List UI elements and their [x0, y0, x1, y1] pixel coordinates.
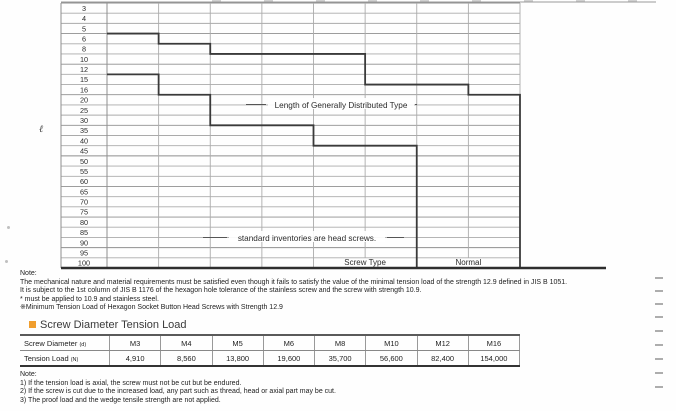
section-title: Screw Diameter Tension Load: [40, 318, 187, 331]
note-lines: [20, 380, 336, 406]
margin-dash-mark: [655, 386, 663, 388]
length-row-label: 5: [81, 24, 87, 34]
length-row-label: 55: [79, 167, 89, 176]
length-row-label: 10: [79, 54, 89, 64]
margin-dot-mark: [7, 226, 10, 229]
diameter-row-label: Screw Diameter (d): [20, 335, 110, 351]
note-lines: [20, 279, 567, 313]
length-row-label: 30: [79, 116, 89, 125]
load-value-cell: 13,800: [212, 351, 263, 367]
diameter-header-cell: M10: [366, 335, 417, 351]
length-row-label: 3: [81, 3, 87, 13]
tension-load-table: [20, 334, 520, 367]
load-value-cell: 35,700: [315, 351, 366, 367]
note-line: 3) The proof load and the wedge tensile strength are not applied.: [20, 396, 221, 404]
bottom-note-block: [20, 371, 336, 405]
chart-note-block: [20, 270, 567, 313]
diameter-header-cell: M5: [212, 335, 263, 351]
margin-dash-mark: [655, 372, 663, 374]
length-axis-label: ℓ: [39, 124, 44, 135]
note-line: * must be applied to 10.9 and stainless steel.: [20, 295, 159, 303]
length-row-label: 100: [77, 258, 91, 268]
length-row-label: 65: [79, 187, 89, 197]
diameter-header-cell: M8: [315, 335, 366, 351]
margin-dash-mark: [655, 358, 663, 360]
length-row-label: 16: [79, 85, 89, 95]
note-line: It is subject to the 1st column of JIS B 1176 of the hexagon hole tolerance of the stainless screw and the screw with strength 10.9.: [20, 287, 422, 295]
load-value-cell: 82,400: [417, 351, 468, 367]
note-line: The mechanical nature and material requirements must be satisfied even though it fails to satisfy the value of the minimal tension load of the strength 12.9 defined in JIS B 1051.: [20, 278, 568, 286]
margin-dot-mark: [5, 260, 8, 263]
margin-dash-mark: [655, 277, 663, 279]
load-value-cell: 8,560: [161, 351, 212, 367]
load-value-cell: 154,000: [468, 351, 519, 367]
length-row-label: 60: [79, 177, 89, 187]
load-value-cell: 56,600: [366, 351, 417, 367]
margin-dash-mark: [655, 316, 663, 318]
screw-type-value: Normal: [455, 258, 482, 267]
diameter-header-cell: M4: [161, 335, 212, 351]
margin-dash-mark: [655, 330, 663, 332]
length-row-label: 80: [79, 217, 89, 227]
note-line: ※Minimum Tension Load of Hexagon Socket Button Head Screws with Strength 12.9: [20, 304, 283, 312]
length-row-label: 40: [79, 136, 89, 146]
load-row-label: Tension Load (N): [20, 351, 110, 367]
length-row-label: 12: [79, 65, 89, 74]
section-bullet-icon: [29, 321, 36, 328]
load-value-cell: 19,600: [263, 351, 314, 367]
margin-dash-mark: [655, 303, 663, 305]
range-callout-label: Length of Generally Distributed Type: [274, 101, 408, 110]
diameter-header-cell: M12: [417, 335, 468, 351]
length-row-label: 20: [79, 95, 89, 105]
diameter-header-cell: M16: [468, 335, 519, 351]
margin-dash-mark: [655, 344, 663, 346]
diameter-header-cell: M6: [263, 335, 314, 351]
diameter-header-cell: M3: [110, 335, 161, 351]
length-row-label: 70: [79, 197, 89, 207]
length-row-label: 90: [79, 238, 89, 248]
length-row-label: 25: [79, 105, 89, 115]
note-title: Note:: [20, 371, 37, 378]
length-row-label: 4: [81, 14, 87, 24]
note-line: 1) If the tension load is axial, the screw must not be cut but be endured.: [20, 379, 242, 387]
section-header: [29, 316, 187, 330]
length-row-label: 50: [79, 156, 89, 166]
load-value-cell: 4,910: [110, 351, 161, 367]
length-row-label: 95: [79, 248, 89, 258]
screw-type-label: Screw Type: [344, 258, 386, 267]
margin-dash-mark: [655, 290, 663, 292]
length-row-label: 45: [79, 146, 89, 156]
length-row-label: 8: [81, 44, 87, 54]
note-line: 2) If the screw is cut due to the increased load, any part such as thread, head or axial part may be cut.: [20, 388, 336, 396]
note-title: Note:: [20, 270, 37, 277]
length-row-label: 15: [79, 75, 89, 85]
length-row-label: 85: [79, 228, 89, 238]
length-row-label: 6: [81, 34, 87, 44]
length-row-label: 35: [79, 126, 89, 136]
length-row-label: 75: [79, 207, 89, 217]
inventory-callout-label: standard inventories are head screws.: [237, 234, 377, 243]
